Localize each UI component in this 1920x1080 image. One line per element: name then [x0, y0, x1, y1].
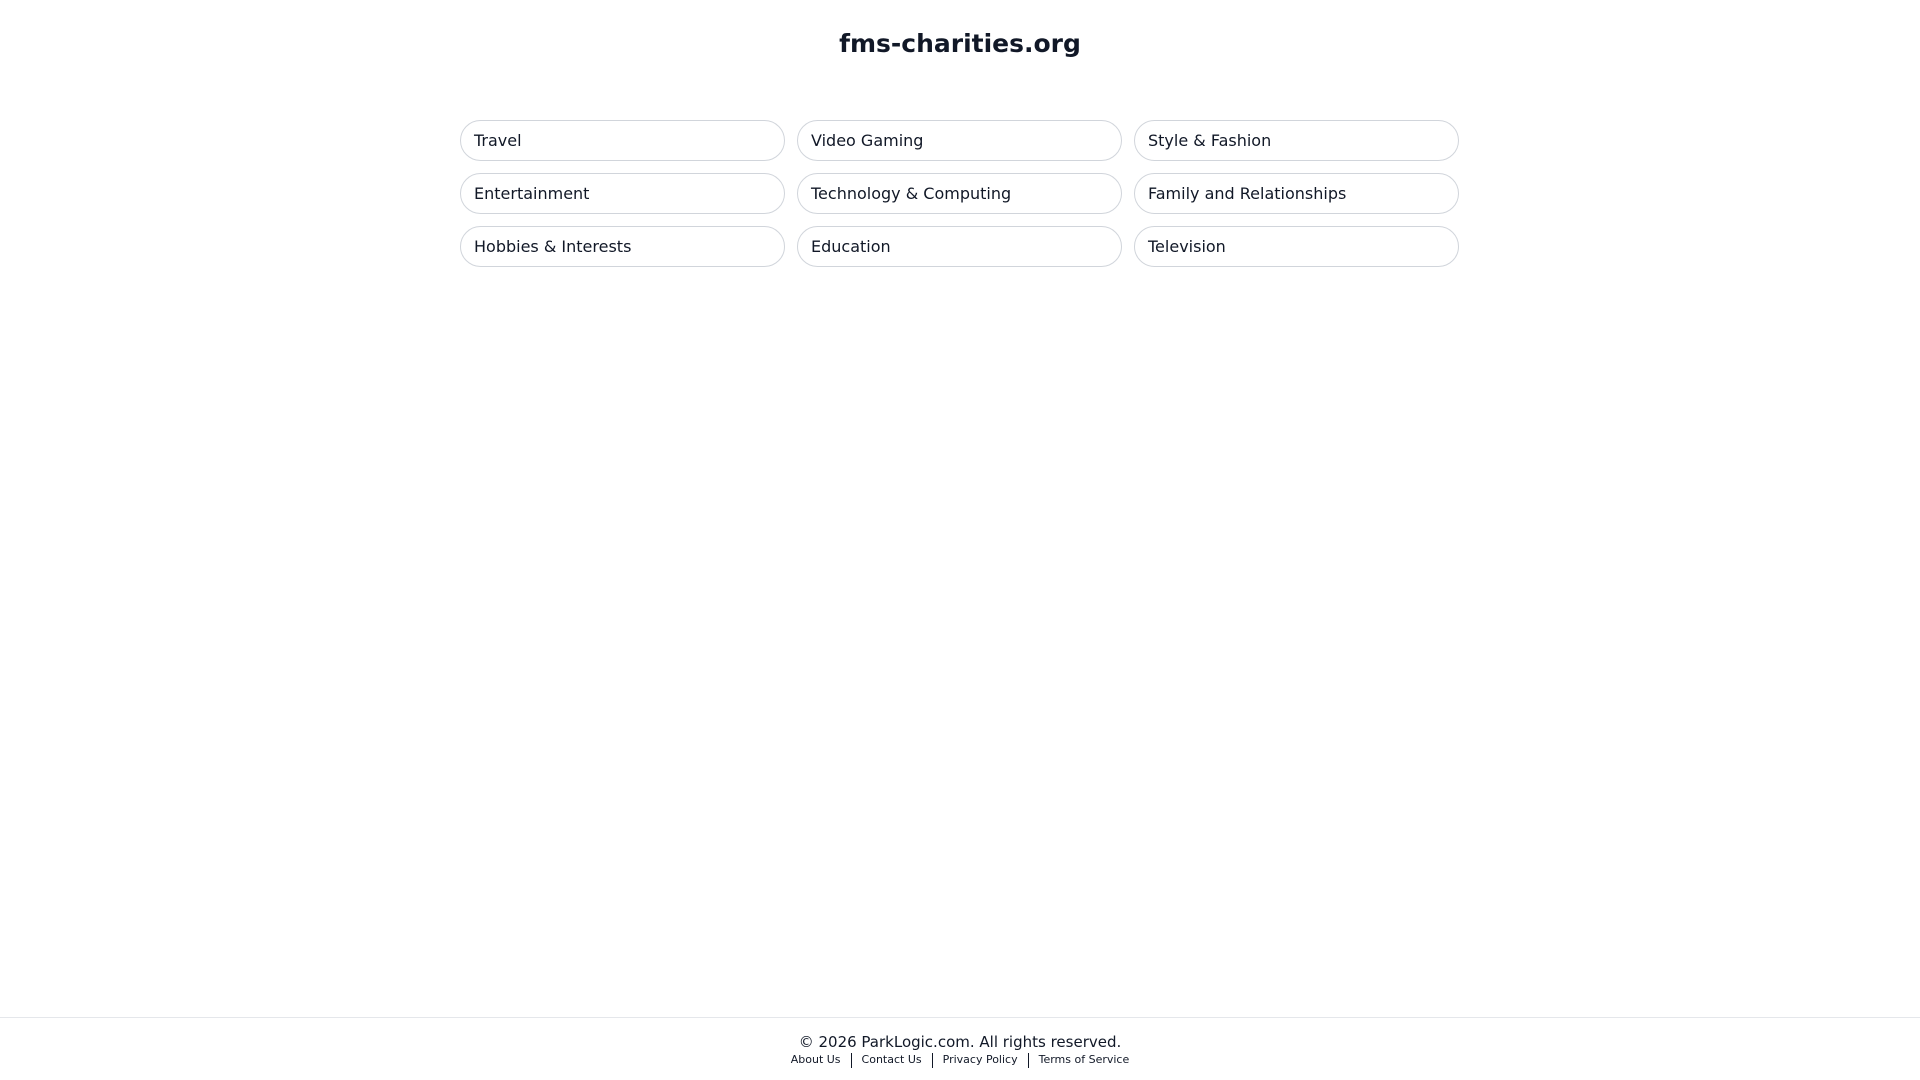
footer-links	[0, 1052, 1920, 1068]
category-link-entertainment[interactable]: Entertainment	[460, 173, 785, 214]
about-us-link[interactable]: About Us	[790, 1053, 841, 1066]
terms-of-service-link[interactable]: Terms of Service	[1038, 1053, 1130, 1066]
category-grid	[460, 120, 1460, 267]
category-link-hobbies-interests[interactable]: Hobbies & Interests	[460, 226, 785, 267]
category-link-style-fashion[interactable]: Style & Fashion	[1134, 120, 1459, 161]
category-link-video-gaming[interactable]: Video Gaming	[797, 120, 1122, 161]
contact-us-link[interactable]: Contact Us	[861, 1053, 922, 1066]
site-title: fms-charities.org	[839, 29, 1081, 58]
category-link-television[interactable]: Television	[1134, 226, 1459, 267]
copyright-text: © 2026 ParkLogic.com. All rights reserved.	[798, 1033, 1122, 1051]
privacy-policy-link[interactable]: Privacy Policy	[942, 1053, 1018, 1066]
footer	[0, 1017, 1920, 1080]
category-link-education[interactable]: Education	[797, 226, 1122, 267]
category-link-travel[interactable]: Travel	[460, 120, 785, 161]
category-link-technology-computing[interactable]: Technology & Computing	[797, 173, 1122, 214]
category-link-family-relationships[interactable]: Family and Relationships	[1134, 173, 1459, 214]
